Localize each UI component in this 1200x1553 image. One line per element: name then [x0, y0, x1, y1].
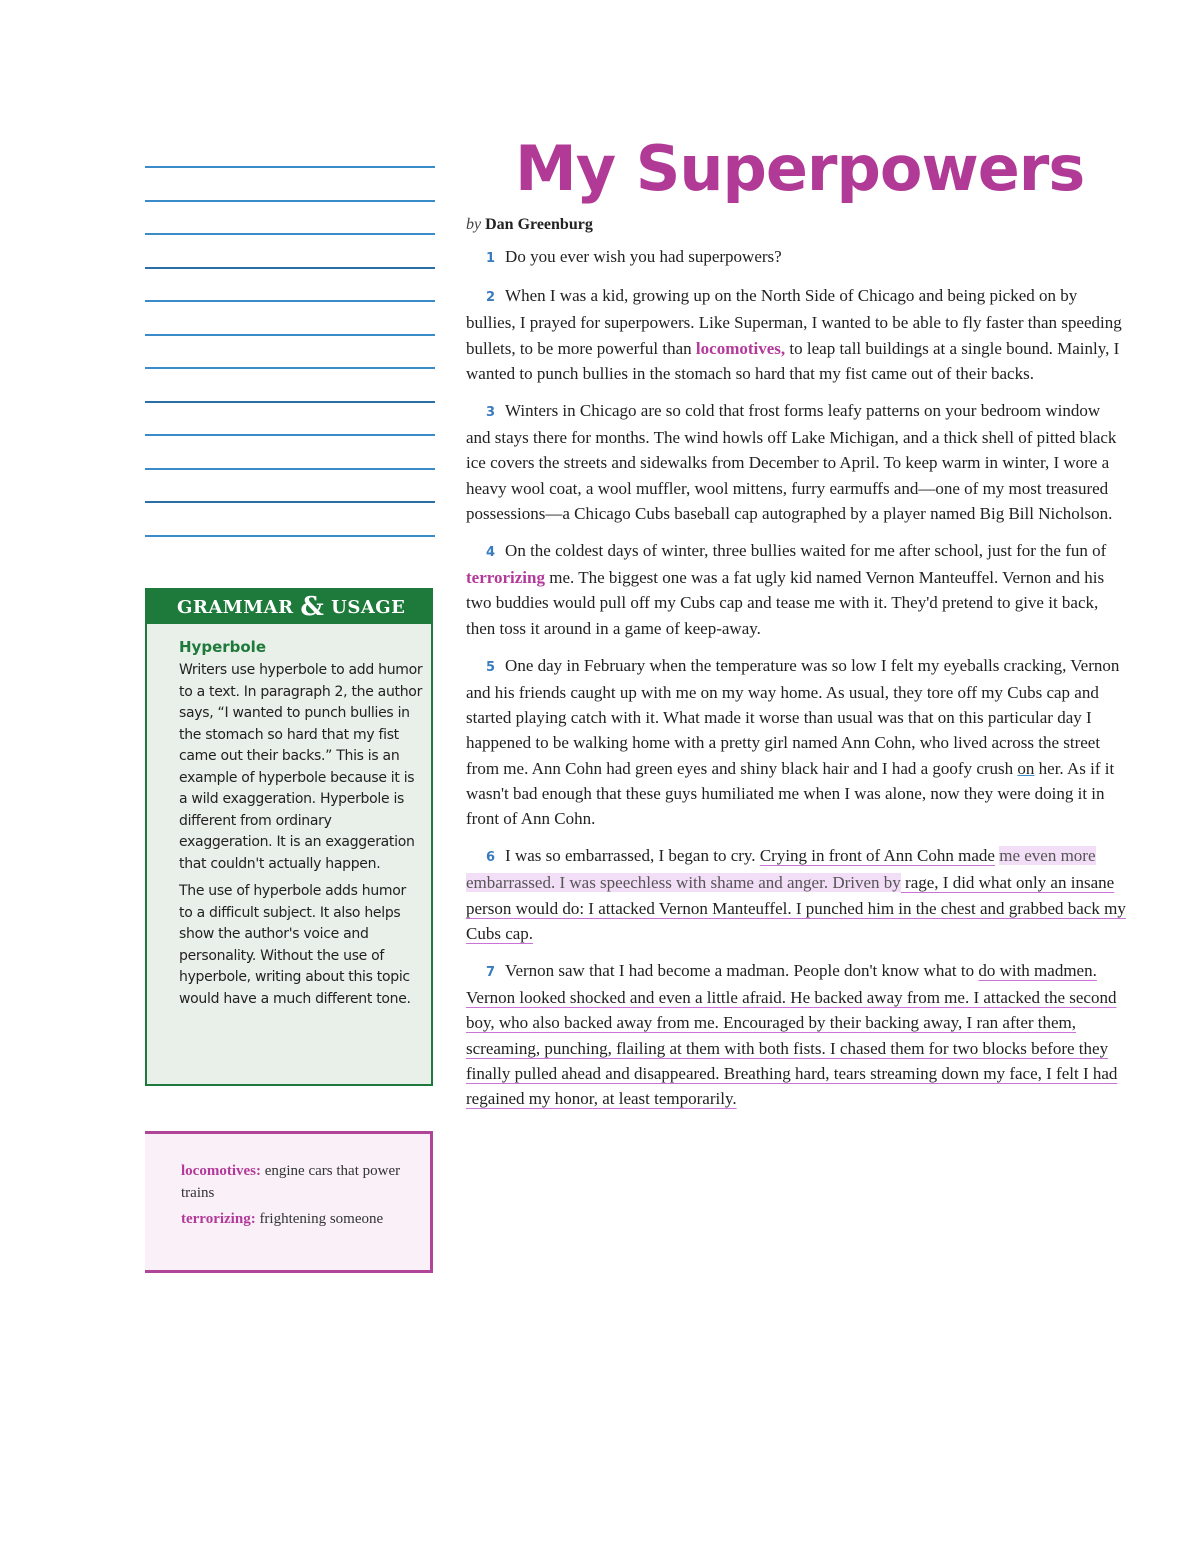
paragraph-text: When I was a kid, growing up on the North Side of Chicago and being picked on by bullies, I prayed for superpowers. Like Superman, I wanted to be able to fly faster than speeding bullets, to be more powerful than	[466, 286, 1122, 358]
paragraph-number: 7	[486, 965, 496, 981]
paragraph-number: 6	[486, 850, 496, 866]
paragraph-text: I was so embarrassed, I began to cry.	[505, 846, 760, 866]
highlighted-text: me even more embarrassed. I was speechless with shame and anger. Driven by	[466, 846, 1096, 893]
note-lines	[145, 166, 435, 568]
author-name: Dan Greenburg	[485, 216, 593, 233]
paragraph-text: her. As if it wasn't bad enough that these guys humiliated me when I was alone, now they were doing it in front of Ann Cohn.	[466, 758, 1115, 829]
paragraph-5	[466, 653, 1126, 831]
byline-prefix: by	[466, 216, 482, 233]
glossary-definition: engine cars that power trains	[181, 1163, 401, 1201]
paragraph-number: 2	[486, 290, 496, 306]
glossary-definition: frightening someone	[259, 1211, 384, 1227]
paragraph-number: 5	[486, 659, 496, 675]
paragraph-text: Winters in Chicago are so cold that frost forms leafy patterns on your bedroom window and stays there for months. The wind howls off Lake Michigan, and a thick shell of pitted black ice covers the streets and sidewalks from December to April. To keep warm in winter, I wore a heavy wool coat, a wool muffler, wool mittens, furry earmuffs and—one of my most treasured possessions—a Chicago Cubs baseball cap autographed by a player named Big Bill Nicholson.	[466, 401, 1117, 523]
vocab-word[interactable]: terrorizing	[466, 568, 545, 588]
note-line	[145, 367, 435, 369]
underlined-text: Crying in front of Ann Cohn made	[759, 846, 995, 866]
note-line	[145, 401, 435, 403]
grammar-subheading: Hyperbole	[179, 638, 266, 656]
grammar-paragraph: Writers use hyperbole to add humor to a text. In paragraph 2, the author says, “I wanted to punch bullies in the stomach so hard that my fist came out their backs.” This is an example of hyperbole because it is a wild exaggeration. Hyperbole is different from ordinary exaggeration. It is an exaggeration that couldn't actually happen.	[179, 662, 423, 872]
paragraph-text: me. The biggest one was a fat ugly kid named Vernon Manteuffel. Vernon and his two buddies would pull off my Cubs cap and tease me with it. They'd pretend to give it back, then toss it around in a game of keep-away.	[466, 568, 1105, 638]
glossary-entry	[181, 1208, 401, 1230]
glossary-entry	[181, 1160, 401, 1204]
glossary-term: locomotives:	[181, 1163, 261, 1179]
vocab-word[interactable]: locomotives,	[695, 338, 786, 358]
paragraph-text: One day in February when the temperature was so low I felt my eyeballs cracking, Vernon and his friends caught up with me on my way home. As usual, they tore off my Cubs cap and started playing catch with it. What made it worse than usual was that on this particular day I happened to be walking home with a pretty girl named Ann Cohn, who lived across the street from me. Ann Cohn had green eyes and shiny black hair and I had a goofy crush	[466, 655, 1120, 778]
page-title: My Superpowers	[515, 132, 1085, 205]
paragraph-7	[466, 958, 1126, 1111]
note-line	[145, 267, 435, 269]
paragraph-text: to leap tall buildings at a single bound. Mainly, I wanted to punch bullies in the stomach so hard that my fist came out of their backs.	[466, 338, 1120, 383]
paragraph-number: 3	[486, 405, 496, 421]
note-line	[145, 233, 435, 235]
grammar-header	[147, 590, 431, 624]
article-body	[466, 244, 1126, 1123]
grammar-usage-box	[145, 588, 433, 1086]
annotated-word: on	[1017, 758, 1035, 778]
note-line	[145, 535, 435, 537]
paragraph-3	[466, 398, 1126, 526]
paragraph-text: Do you ever wish you had superpowers?	[505, 247, 782, 266]
paragraph-1	[466, 244, 1126, 271]
grammar-heading-amp: &	[300, 592, 325, 622]
paragraph-text: On the coldest days of winter, three bullies waited for me after school, just for the fun of	[505, 541, 1107, 561]
byline	[466, 216, 593, 234]
glossary-term: terrorizing:	[181, 1211, 256, 1227]
glossary-box	[145, 1131, 433, 1273]
note-line	[145, 501, 435, 503]
note-line	[145, 434, 435, 436]
paragraph-number: 1	[486, 251, 496, 266]
paragraph-4	[466, 538, 1126, 641]
grammar-heading-text: GRAMMAR	[177, 597, 294, 618]
grammar-paragraph: The use of hyperbole adds humor to a difficult subject. It also helps show the author's voice and personality. Without the use of hyperbole, writing about this topic would have a much different tone.	[179, 883, 411, 1007]
paragraph-text: Vernon saw that I had become a madman. People don't know what to	[505, 961, 979, 981]
paragraph-number: 4	[486, 545, 496, 561]
paragraph-6	[466, 843, 1126, 946]
note-line	[145, 300, 435, 302]
note-line	[145, 334, 435, 336]
usage-heading-text: USAGE	[331, 597, 406, 618]
note-line	[145, 468, 435, 470]
underlined-text: rage, I did what only an insane person would do: I attacked Vernon Manteuffel. I punched him in the chest and grabbed back my Cubs cap.	[466, 873, 1126, 943]
note-line	[145, 166, 435, 168]
paragraph-2	[466, 283, 1126, 386]
note-line	[145, 200, 435, 202]
underlined-text: do with madmen. Vernon looked shocked and even a little afraid. He backed away from me. I attacked the second boy, who also backed away from me. Encouraged by their backing away, I ran after them, screaming, punching, flailing at them with both fists. I chased them for two blocks before they finally pulled ahead and disappeared. Breathing hard, tears streaming down my face, I felt I had regained my honor, at least temporarily.	[466, 961, 1118, 1109]
